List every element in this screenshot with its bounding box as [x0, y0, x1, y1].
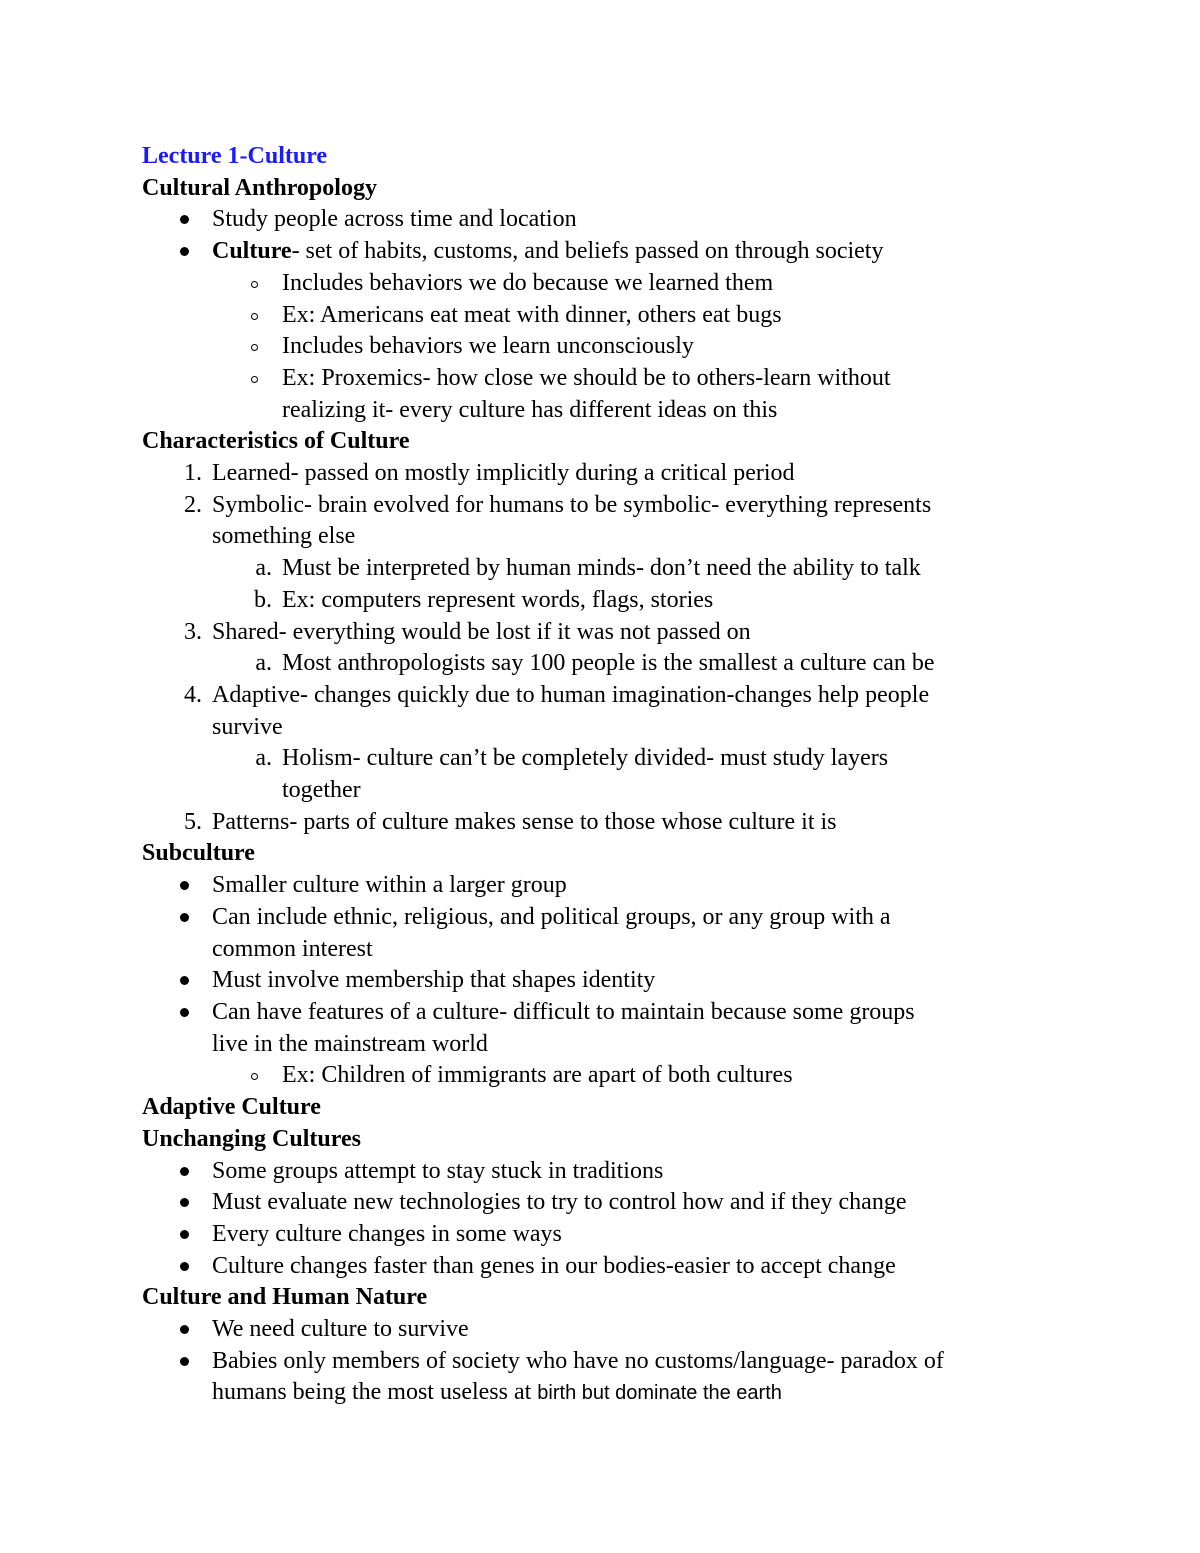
- list-item-text: Some groups attempt to stay stuck in traditions: [212, 1157, 664, 1184]
- item-number: 1.: [184, 460, 202, 487]
- bullet-icon: [180, 1325, 189, 1334]
- term-culture: Culture: [212, 238, 292, 265]
- list-item-text: survive: [212, 713, 283, 740]
- item-number: 2.: [184, 491, 202, 518]
- bullet-icon: [180, 1167, 189, 1176]
- list-item-text: Must evaluate new technologies to try to control how and if they change: [212, 1189, 907, 1216]
- list-item: [142, 902, 1072, 934]
- list-item-text: Must involve membership that shapes identity: [212, 967, 656, 994]
- list-item-text: Includes behaviors we learn unconsciously: [282, 333, 694, 360]
- list-item: [142, 1251, 1072, 1283]
- section-heading-characteristics: Characteristics of Culture: [142, 428, 410, 455]
- item-letter: a.: [255, 650, 272, 677]
- list-item-text: Smaller culture within a larger group: [212, 872, 567, 899]
- list-item-text: Ex: Americans eat meat with dinner, others eat bugs: [282, 301, 782, 328]
- list-item: [142, 236, 1072, 268]
- bullet-icon: [180, 215, 189, 224]
- item-number: 3.: [184, 618, 202, 645]
- list-item-text: Includes behaviors we do because we learned them: [282, 269, 774, 296]
- list-item-text: Most anthropologists say 100 people is the smallest a culture can be: [282, 650, 935, 677]
- list-item-text: humans being the most useless at: [212, 1379, 538, 1406]
- list-item-continued: [142, 934, 1072, 966]
- numbered-item: [142, 680, 1072, 712]
- list-item-text: Study people across time and location: [212, 206, 577, 233]
- lettered-item: [142, 553, 1072, 585]
- sub-list-item: [142, 300, 1072, 332]
- lettered-item-continued: [142, 775, 1072, 807]
- list-item-text: Patterns- parts of culture makes sense to those whose culture it is: [212, 808, 837, 835]
- bullet-icon: [180, 247, 189, 256]
- list-item-text: We need culture to survive: [212, 1316, 469, 1343]
- sub-bullet-icon: [251, 281, 258, 288]
- list-item: [142, 1156, 1072, 1188]
- list-item-text: Babies only members of society who have no customs/language- paradox of: [212, 1347, 944, 1374]
- list-item: [142, 1187, 1072, 1219]
- numbered-item: [142, 807, 1072, 839]
- item-number: 4.: [184, 681, 202, 708]
- item-letter: a.: [255, 555, 272, 582]
- list-item-text: Holism- culture can’t be completely divided- must study layers: [282, 745, 889, 772]
- list-item-text: Shared- everything would be lost if it was not passed on: [212, 618, 751, 645]
- bullet-icon: [180, 1262, 189, 1271]
- list-item-text: - set of habits, customs, and beliefs passed on through society: [291, 238, 884, 265]
- numbered-item: [142, 490, 1072, 522]
- item-number: 5.: [184, 808, 202, 835]
- sub-bullet-icon: [251, 376, 258, 383]
- section-heading-unchanging-cultures: Unchanging Cultures: [142, 1125, 361, 1152]
- list-item-text: Adaptive- changes quickly due to human imagination-changes help people: [212, 681, 930, 708]
- list-item-text: Can have features of a culture- difficult to maintain because some groups: [212, 998, 915, 1025]
- section-heading-cultural-anthropology: Cultural Anthropology: [142, 174, 377, 201]
- lettered-item: [142, 743, 1072, 775]
- numbered-item: [142, 617, 1072, 649]
- sub-list-item: [142, 268, 1072, 300]
- list-item-text: together: [282, 777, 361, 804]
- sub-bullet-icon: [251, 344, 258, 351]
- list-item-text: Ex: Proxemics- how close we should be to others-learn without: [282, 364, 891, 391]
- list-item-text-tail: birth but dominate the earth: [537, 1382, 782, 1405]
- bullet-icon: [180, 1198, 189, 1207]
- section-heading-adaptive-culture: Adaptive Culture: [142, 1094, 321, 1121]
- bullet-icon: [180, 881, 189, 890]
- numbered-item-continued: [142, 521, 1072, 553]
- list-item: [142, 1219, 1072, 1251]
- list-item: [142, 1346, 1072, 1378]
- sub-list-item: [142, 331, 1072, 363]
- list-item-text: Must be interpreted by human minds- don’t need the ability to talk: [282, 555, 921, 582]
- lettered-item: [142, 585, 1072, 617]
- numbered-item-continued: [142, 712, 1072, 744]
- list-item-text: Ex: Children of immigrants are apart of both cultures: [282, 1062, 793, 1089]
- list-item-text: Symbolic- brain evolved for humans to be symbolic- everything represents: [212, 491, 932, 518]
- list-item-text: Every culture changes in some ways: [212, 1220, 562, 1247]
- list-item: [142, 204, 1072, 236]
- list-item-text: common interest: [212, 935, 373, 962]
- list-item-continued: [142, 1377, 1072, 1410]
- list-item: [142, 1314, 1072, 1346]
- sub-bullet-icon: [251, 1073, 258, 1080]
- list-item: [142, 965, 1072, 997]
- bullet-icon: [180, 913, 189, 922]
- list-item-text: Learned- passed on mostly implicitly during a critical period: [212, 460, 795, 487]
- section-heading-culture-human-nature: Culture and Human Nature: [142, 1284, 428, 1311]
- bullet-icon: [180, 976, 189, 985]
- bullet-icon: [180, 1357, 189, 1366]
- document-title: Lecture 1-Culture: [142, 143, 328, 169]
- list-item-text: realizing it- every culture has different ideas on this: [282, 396, 778, 423]
- sub-list-item: [142, 363, 1072, 395]
- list-item-text: Ex: computers represent words, flags, stories: [282, 586, 714, 613]
- sub-list-item: [142, 1060, 1072, 1092]
- list-item-text: something else: [212, 523, 356, 550]
- sub-list-item-continued: [142, 395, 1072, 427]
- item-letter: a.: [255, 745, 272, 772]
- list-item-continued: [142, 1029, 1072, 1061]
- document-body: [142, 141, 1072, 1410]
- bullet-icon: [180, 1008, 189, 1017]
- item-letter: b.: [254, 586, 272, 613]
- sub-bullet-icon: [251, 313, 258, 320]
- list-item-text: live in the mainstream world: [212, 1030, 488, 1057]
- bullet-icon: [180, 1230, 189, 1239]
- list-item-text: Culture changes faster than genes in our bodies-easier to accept change: [212, 1252, 896, 1279]
- section-heading-subculture: Subculture: [142, 840, 255, 867]
- list-item-text: Can include ethnic, religious, and political groups, or any group with a: [212, 903, 891, 930]
- lettered-item: [142, 648, 1072, 680]
- numbered-item: [142, 458, 1072, 490]
- list-item: [142, 870, 1072, 902]
- list-item: [142, 997, 1072, 1029]
